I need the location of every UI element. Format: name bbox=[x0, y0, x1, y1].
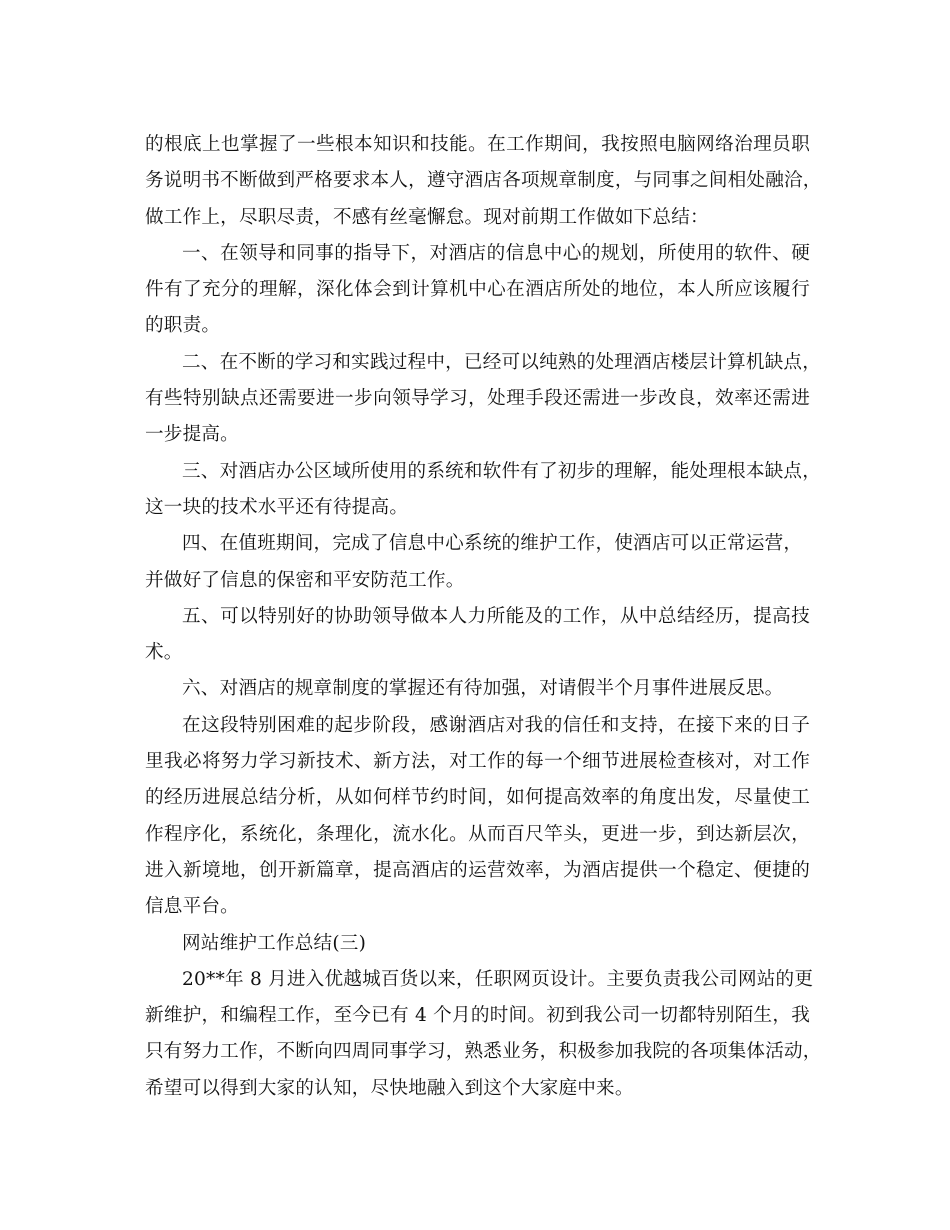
section-heading: 网站维护工作总结(三) bbox=[182, 932, 367, 954]
body-text-line: 务说明书不断做到严格要求本人，遵守酒店各项规章制度，与同事之间相处融洽， bbox=[145, 170, 822, 192]
body-text-line: 的经历进展总结分析，从如何样节约时间，如何提高效率的角度出发，尽量使工 bbox=[145, 787, 810, 809]
body-text-line: 做工作上，尽职尽责，不感有丝毫懈怠。现对前期工作做如下总结： bbox=[145, 206, 709, 228]
body-text-line: 只有努力工作，不断向四周同事学习，熟悉业务，积极参加我院的各项集体活动， bbox=[145, 1041, 822, 1063]
numbered-point-4: 四、在值班期间，完成了信息中心系统的维护工作，使酒店可以正常运营， bbox=[182, 533, 803, 555]
body-text-line: 作程序化，系统化，条理化，流水化。从而百尺竿头，更进一步，到达新层次， bbox=[145, 823, 810, 845]
body-text-line: 新维护，和编程工作，至今已有 4 个月的时间。初到我公司一切都特别陌生，我 bbox=[145, 1005, 810, 1027]
body-text-line: 一步提高。 bbox=[145, 424, 239, 446]
body-text-line: 里我必将努力学习新技术、新方法，对工作的每一个细节进展检查核对，对工作 bbox=[145, 751, 810, 773]
body-text-line: 这一块的技术水平还有待提高。 bbox=[145, 496, 409, 518]
body-text-line: 希望可以得到大家的认知，尽快地融入到这个大家庭中来。 bbox=[145, 1077, 634, 1099]
body-text-line: 的职责。 bbox=[145, 315, 221, 337]
body-text-line: 进入新境地，创开新篇章，提高酒店的运营效率，为酒店提供一个稳定、便捷的 bbox=[145, 859, 810, 881]
numbered-point-3: 三、对酒店办公区域所使用的系统和软件有了初步的理解，能处理根本缺点， bbox=[182, 460, 821, 482]
numbered-point-1: 一、在领导和同事的指导下，对酒店的信息中心的规划，所使用的软件、硬 bbox=[182, 242, 810, 264]
body-text-line: 有些特别缺点还需要进一步向领导学习，处理手段还需进一步改良，效率还需进 bbox=[145, 388, 810, 410]
body-text-line: 的根底上也掌握了一些根本知识和技能。在工作期间，我按照电脑网络治理员职 bbox=[145, 134, 810, 155]
body-text-line: 并做好了信息的保密和平安防范工作。 bbox=[145, 569, 465, 591]
numbered-point-5: 五、可以特别好的协助领导做本人力所能及的工作，从中总结经历，提高技 bbox=[182, 605, 810, 627]
body-text-line: 术。 bbox=[145, 642, 183, 664]
body-text-line: 件有了充分的理解，深化体会到计算机中心在酒店所处的地位，本人所应该履行 bbox=[145, 279, 810, 301]
numbered-point-2: 二、在不断的学习和实践过程中，已经可以纯熟的处理酒店楼层计算机缺点， bbox=[182, 351, 821, 373]
document-page bbox=[145, 127, 822, 1107]
body-text-line: 信息平台。 bbox=[145, 896, 239, 918]
closing-paragraph-start: 在这段特别困难的起步阶段，感谢酒店对我的信任和支持，在接下来的日子 bbox=[182, 714, 810, 736]
section-paragraph-start: 20**年 8 月进入优越城百货以来，任职网页设计。主要负责我公司网站的更 bbox=[182, 968, 814, 990]
numbered-point-6: 六、对酒店的规章制度的掌握还有待加强，对请假半个月事件进展反思。 bbox=[182, 678, 784, 700]
